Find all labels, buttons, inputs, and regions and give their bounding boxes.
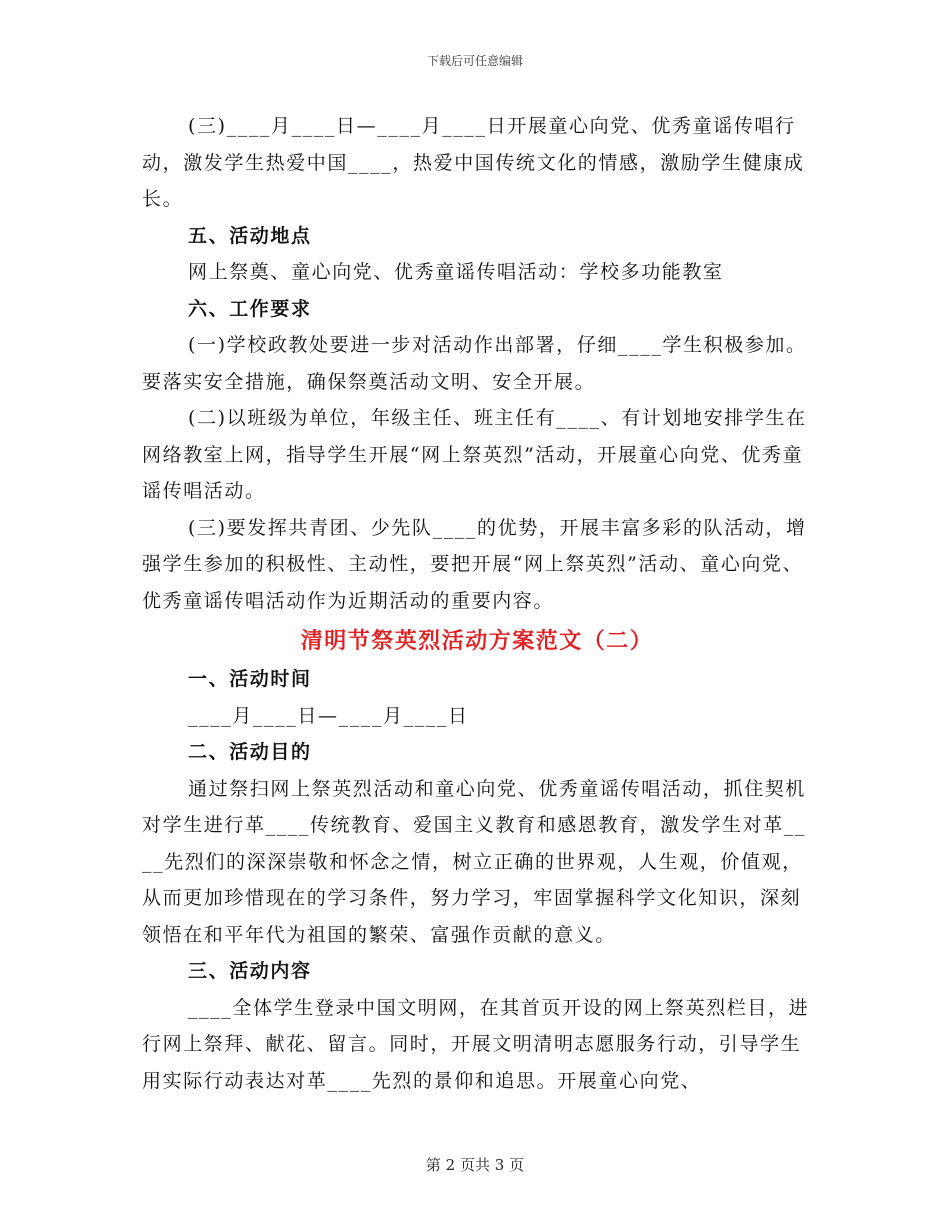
paragraph-content: ____全体学生登录中国文明网，在其首页开设的网上祭英烈栏目，进行网上祭拜、献花、留言。同时，开展文明清明志愿服务行动，引导学生用实际行动表达对革____先烈的景仰和追思。开展童心向党、: [142, 996, 810, 1092]
paragraph-requirement-one: (一)学校政教处要进一步对活动作出部署，仔细____学生积极参加。要落实安全措施，确保祭奠活动文明、安全开展。: [142, 334, 807, 393]
heading-time: 一、活动时间: [188, 668, 312, 690]
page-header: 下载后可任意编辑: [426, 54, 523, 68]
heading-requirements: 六、工作要求: [188, 297, 312, 320]
paragraph-purpose: 通过祭扫网上祭英烈活动和童心向党、优秀童谣传唱活动，抓住契机对学生进行革____传统教育、爱国主义教育和感恩教育，激发学生对革____先烈们的深深崇敬和怀念之情，树立正确的世界观，人生观，价值观，从而更加珍惜现在的学习条件，努力学习，牢固掌握科学文化知识，深刻领悟在和平年代为祖国的繁荣、富强作贡献的意义。: [142, 777, 807, 946]
paragraph-requirement-three: (三)要发挥共青团、少先队____的优势，开展丰富多彩的队活动，增强学生参加的积极性、主动性，要把开展“网上祭英烈”活动、童心向党、优秀童谣传唱活动作为近期活动的重要内容。: [142, 516, 807, 612]
document-body: [142, 108, 812, 1099]
page-footer: 第 2 页共 3 页: [425, 1156, 525, 1174]
paragraph-requirement-two: (二)以班级为单位，年级主任、班主任有____、有计划地安排学生在网络教室上网，指导学生开展“网上祭英烈”活动，开展童心向党、优秀童谣传唱活动。: [142, 407, 807, 502]
paragraph-activity-three: (三)____月____日—____月____日开展童心向党、优秀童谣传唱行动，激发学生热爱中国____，热爱中国传统文化的情感，激励学生健康成长。: [142, 115, 805, 210]
heading-content: 三、活动内容: [188, 960, 312, 982]
section-title: 清明节祭英烈活动方案范文（二）: [300, 628, 654, 654]
heading-purpose: 二、活动目的: [188, 741, 312, 763]
heading-location: 五、活动地点: [188, 224, 312, 247]
paragraph-time: ____月____日—____月____日: [188, 704, 469, 727]
paragraph-location: 网上祭奠、童心向党、优秀童谣传唱活动：学校多功能教室: [188, 261, 724, 283]
